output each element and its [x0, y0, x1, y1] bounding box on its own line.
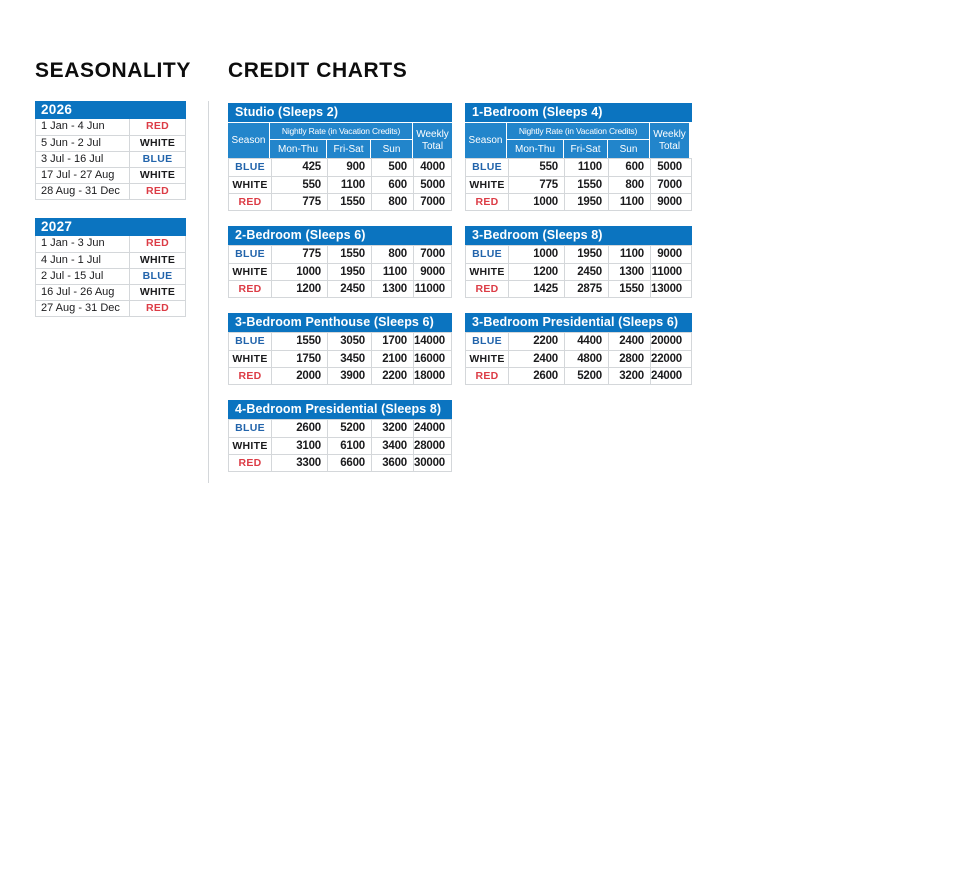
credit-row [229, 280, 451, 297]
date-range-cell: 3 Jul - 16 Jul [36, 152, 130, 167]
credit-row [229, 454, 451, 471]
fri-sat-rate-cell: 1550 [327, 194, 371, 210]
seasonality-row [36, 135, 185, 151]
weekly-total-cell: 4000 [413, 159, 451, 176]
weekly-total-cell: 13000 [650, 281, 688, 297]
sun-rate-cell: 3600 [371, 455, 413, 471]
credit-table [465, 103, 692, 211]
credit-table-header [228, 123, 452, 158]
season-cell: BLUE [472, 335, 502, 347]
fri-sat-rate-cell: 6100 [327, 438, 371, 454]
date-range-cell: 16 Jul - 26 Aug [36, 285, 130, 300]
nightly-rate-header: Nightly Rate (in Vacation Credits) [507, 123, 649, 139]
sun-rate-cell: 1100 [371, 264, 413, 280]
weekly-total-cell: 22000 [650, 351, 688, 367]
season-cell: RED [145, 302, 170, 314]
credit-table-title: 1-Bedroom (Sleeps 4) [465, 103, 692, 122]
credit-row [229, 350, 451, 367]
season-cell: WHITE [469, 266, 505, 278]
credit-table-body [228, 245, 452, 298]
weekly-total-cell: 24000 [650, 368, 688, 384]
fri-sat-rate-cell: 3900 [327, 368, 371, 384]
fri-sat-rate-cell: 4400 [564, 333, 608, 350]
weekly-total-cell: 7000 [413, 246, 451, 263]
credit-table [228, 103, 452, 211]
day-column-header: Sun [607, 139, 649, 158]
season-cell: BLUE [235, 335, 265, 347]
day-column-header: Mon-Thu [507, 139, 563, 158]
credit-table [465, 226, 692, 298]
season-cell: WHITE [232, 353, 268, 365]
weekly-total-cell: 7000 [650, 177, 688, 193]
credit-table-body [465, 245, 692, 298]
season-cell: WHITE [139, 254, 176, 266]
fri-sat-rate-cell: 1950 [327, 264, 371, 280]
fri-sat-rate-cell: 1950 [564, 194, 608, 210]
fri-sat-rate-cell: 1950 [564, 246, 608, 263]
weekly-total-cell: 5000 [413, 177, 451, 193]
weekly-total-cell: 11000 [650, 264, 688, 280]
weekly-total-cell: 28000 [413, 438, 451, 454]
mon-thu-rate-cell: 2000 [271, 368, 327, 384]
day-column-header: Fri-Sat [326, 139, 370, 158]
mon-thu-rate-cell: 1750 [271, 351, 327, 367]
credit-row [229, 246, 451, 263]
mon-thu-rate-cell: 550 [271, 177, 327, 193]
weekly-total-cell: 24000 [413, 420, 451, 437]
fri-sat-rate-cell: 3450 [327, 351, 371, 367]
credit-table-body [465, 332, 692, 385]
credit-row [229, 333, 451, 350]
mon-thu-rate-cell: 775 [508, 177, 564, 193]
season-cell: WHITE [139, 286, 176, 298]
seasonality-row [36, 236, 185, 252]
credit-table-body [228, 419, 452, 472]
fri-sat-rate-cell: 3050 [327, 333, 371, 350]
seasonality-row [36, 300, 185, 316]
fri-sat-rate-cell: 1100 [564, 159, 608, 176]
nightly-rate-header: Nightly Rate (in Vacation Credits) [270, 123, 412, 139]
sun-rate-cell: 2400 [608, 333, 650, 350]
season-cell: RED [145, 120, 170, 132]
sun-rate-cell: 600 [371, 177, 413, 193]
year-header: 2026 [35, 101, 186, 119]
fri-sat-rate-cell: 2450 [327, 281, 371, 297]
credit-table-header [465, 123, 692, 158]
season-cell: RED [238, 283, 262, 295]
season-cell: WHITE [469, 179, 505, 191]
season-cell: WHITE [469, 353, 505, 365]
fri-sat-rate-cell: 5200 [327, 420, 371, 437]
credit-table [228, 313, 452, 385]
season-cell: RED [145, 185, 170, 197]
fri-sat-rate-cell: 4800 [564, 351, 608, 367]
weekly-total-cell: 9000 [413, 264, 451, 280]
date-range-cell: 27 Aug - 31 Dec [36, 301, 130, 316]
mon-thu-rate-cell: 2200 [508, 333, 564, 350]
credit-row [466, 193, 691, 210]
weekly-total-header: Weekly Total [649, 123, 689, 158]
sun-rate-cell: 2200 [371, 368, 413, 384]
mon-thu-rate-cell: 1425 [508, 281, 564, 297]
mon-thu-rate-cell: 775 [271, 246, 327, 263]
season-cell: RED [475, 370, 499, 382]
date-range-cell: 1 Jan - 4 Jun [36, 119, 130, 135]
mon-thu-rate-cell: 1000 [508, 246, 564, 263]
fri-sat-rate-cell: 1100 [327, 177, 371, 193]
credit-row [466, 350, 691, 367]
credit-row [466, 176, 691, 193]
date-range-cell: 28 Aug - 31 Dec [36, 184, 130, 199]
mon-thu-rate-cell: 3300 [271, 455, 327, 471]
credit-row [466, 333, 691, 350]
sun-rate-cell: 3200 [371, 420, 413, 437]
weekly-total-cell: 14000 [413, 333, 451, 350]
season-cell: BLUE [472, 161, 502, 173]
sun-rate-cell: 800 [371, 246, 413, 263]
credit-table-title: 3-Bedroom Penthouse (Sleeps 6) [228, 313, 452, 332]
credit-table [228, 400, 452, 472]
fri-sat-rate-cell: 1550 [327, 246, 371, 263]
sun-rate-cell: 3200 [608, 368, 650, 384]
credit-table-title: 2-Bedroom (Sleeps 6) [228, 226, 452, 245]
date-range-cell: 4 Jun - 1 Jul [36, 253, 130, 268]
mon-thu-rate-cell: 775 [271, 194, 327, 210]
credit-charts-section [228, 103, 692, 472]
credit-table-body [228, 158, 452, 211]
credit-table-title: Studio (Sleeps 2) [228, 103, 452, 122]
credit-table-title: 3-Bedroom Presidential (Sleeps 6) [465, 313, 692, 332]
credit-row [466, 246, 691, 263]
fri-sat-rate-cell: 1550 [564, 177, 608, 193]
date-range-cell: 17 Jul - 27 Aug [36, 168, 130, 183]
credit-table [228, 226, 452, 298]
season-cell: RED [238, 370, 262, 382]
seasonality-table-2027 [35, 218, 186, 317]
mon-thu-rate-cell: 2600 [271, 420, 327, 437]
date-range-cell: 5 Jun - 2 Jul [36, 136, 130, 151]
credit-table-title: 4-Bedroom Presidential (Sleeps 8) [228, 400, 452, 419]
fri-sat-rate-cell: 900 [327, 159, 371, 176]
seasonality-row [36, 167, 185, 183]
season-cell: RED [475, 196, 499, 208]
season-cell: WHITE [139, 137, 176, 149]
mon-thu-rate-cell: 2600 [508, 368, 564, 384]
season-cell: RED [238, 457, 262, 469]
season-cell: BLUE [235, 422, 265, 434]
day-column-header: Fri-Sat [563, 139, 607, 158]
seasonality-row [36, 284, 185, 300]
seasonality-row [36, 252, 185, 268]
sun-rate-cell: 1100 [608, 246, 650, 263]
weekly-total-cell: 5000 [650, 159, 688, 176]
fri-sat-rate-cell: 6600 [327, 455, 371, 471]
credit-table-body [465, 158, 692, 211]
weekly-total-cell: 30000 [413, 455, 451, 471]
seasonality-title: SEASONALITY [35, 59, 191, 82]
sun-rate-cell: 500 [371, 159, 413, 176]
mon-thu-rate-cell: 2400 [508, 351, 564, 367]
mon-thu-rate-cell: 425 [271, 159, 327, 176]
fri-sat-rate-cell: 2875 [564, 281, 608, 297]
day-column-header: Mon-Thu [270, 139, 326, 158]
credit-row [229, 159, 451, 176]
sun-rate-cell: 3400 [371, 438, 413, 454]
season-cell: BLUE [142, 153, 173, 165]
season-cell: RED [238, 196, 262, 208]
credit-row [229, 176, 451, 193]
season-cell: BLUE [235, 248, 265, 260]
season-column-header: Season [465, 123, 507, 158]
sun-rate-cell: 1700 [371, 333, 413, 350]
season-column-header: Season [228, 123, 270, 158]
date-range-cell: 2 Jul - 15 Jul [36, 269, 130, 284]
mon-thu-rate-cell: 1000 [271, 264, 327, 280]
sun-rate-cell: 800 [371, 194, 413, 210]
credit-row [466, 367, 691, 384]
fri-sat-rate-cell: 2450 [564, 264, 608, 280]
season-cell: RED [475, 283, 499, 295]
season-cell: BLUE [235, 161, 265, 173]
sun-rate-cell: 2100 [371, 351, 413, 367]
date-range-cell: 1 Jan - 3 Jun [36, 236, 130, 252]
seasonality-table-body [35, 119, 186, 200]
season-cell: WHITE [139, 169, 176, 181]
season-cell: BLUE [472, 248, 502, 260]
sun-rate-cell: 1550 [608, 281, 650, 297]
sun-rate-cell: 800 [608, 177, 650, 193]
weekly-total-cell: 9000 [650, 194, 688, 210]
mon-thu-rate-cell: 3100 [271, 438, 327, 454]
credit-row [229, 420, 451, 437]
sun-rate-cell: 1300 [371, 281, 413, 297]
season-cell: RED [145, 237, 170, 249]
year-header: 2027 [35, 218, 186, 236]
day-column-header: Sun [370, 139, 412, 158]
credit-row [229, 263, 451, 280]
seasonality-row [36, 268, 185, 284]
mon-thu-rate-cell: 1200 [271, 281, 327, 297]
season-cell: WHITE [232, 179, 268, 191]
mon-thu-rate-cell: 1200 [508, 264, 564, 280]
seasonality-row [36, 151, 185, 167]
weekly-total-cell: 9000 [650, 246, 688, 263]
sun-rate-cell: 2800 [608, 351, 650, 367]
credit-row [466, 263, 691, 280]
credit-row [229, 367, 451, 384]
seasonality-table-body [35, 236, 186, 317]
sun-rate-cell: 1100 [608, 194, 650, 210]
mon-thu-rate-cell: 1550 [271, 333, 327, 350]
seasonality-row [36, 183, 185, 199]
credit-row [229, 193, 451, 210]
season-cell: WHITE [232, 266, 268, 278]
weekly-total-cell: 7000 [413, 194, 451, 210]
credit-row [466, 280, 691, 297]
season-cell: BLUE [142, 270, 173, 282]
credit-table-title: 3-Bedroom (Sleeps 8) [465, 226, 692, 245]
mon-thu-rate-cell: 550 [508, 159, 564, 176]
seasonality-section [35, 101, 186, 317]
weekly-total-header: Weekly Total [412, 123, 452, 158]
mon-thu-rate-cell: 1000 [508, 194, 564, 210]
weekly-total-cell: 16000 [413, 351, 451, 367]
credit-table [465, 313, 692, 385]
credit-row [229, 437, 451, 454]
fri-sat-rate-cell: 5200 [564, 368, 608, 384]
section-divider [208, 101, 209, 483]
season-cell: WHITE [232, 440, 268, 452]
weekly-total-cell: 11000 [413, 281, 451, 297]
sun-rate-cell: 600 [608, 159, 650, 176]
credit-table-body [228, 332, 452, 385]
credit-charts-title: CREDIT CHARTS [228, 59, 408, 82]
sun-rate-cell: 1300 [608, 264, 650, 280]
seasonality-table-2026 [35, 101, 186, 200]
seasonality-row [36, 119, 185, 135]
weekly-total-cell: 20000 [650, 333, 688, 350]
credit-row [466, 159, 691, 176]
weekly-total-cell: 18000 [413, 368, 451, 384]
